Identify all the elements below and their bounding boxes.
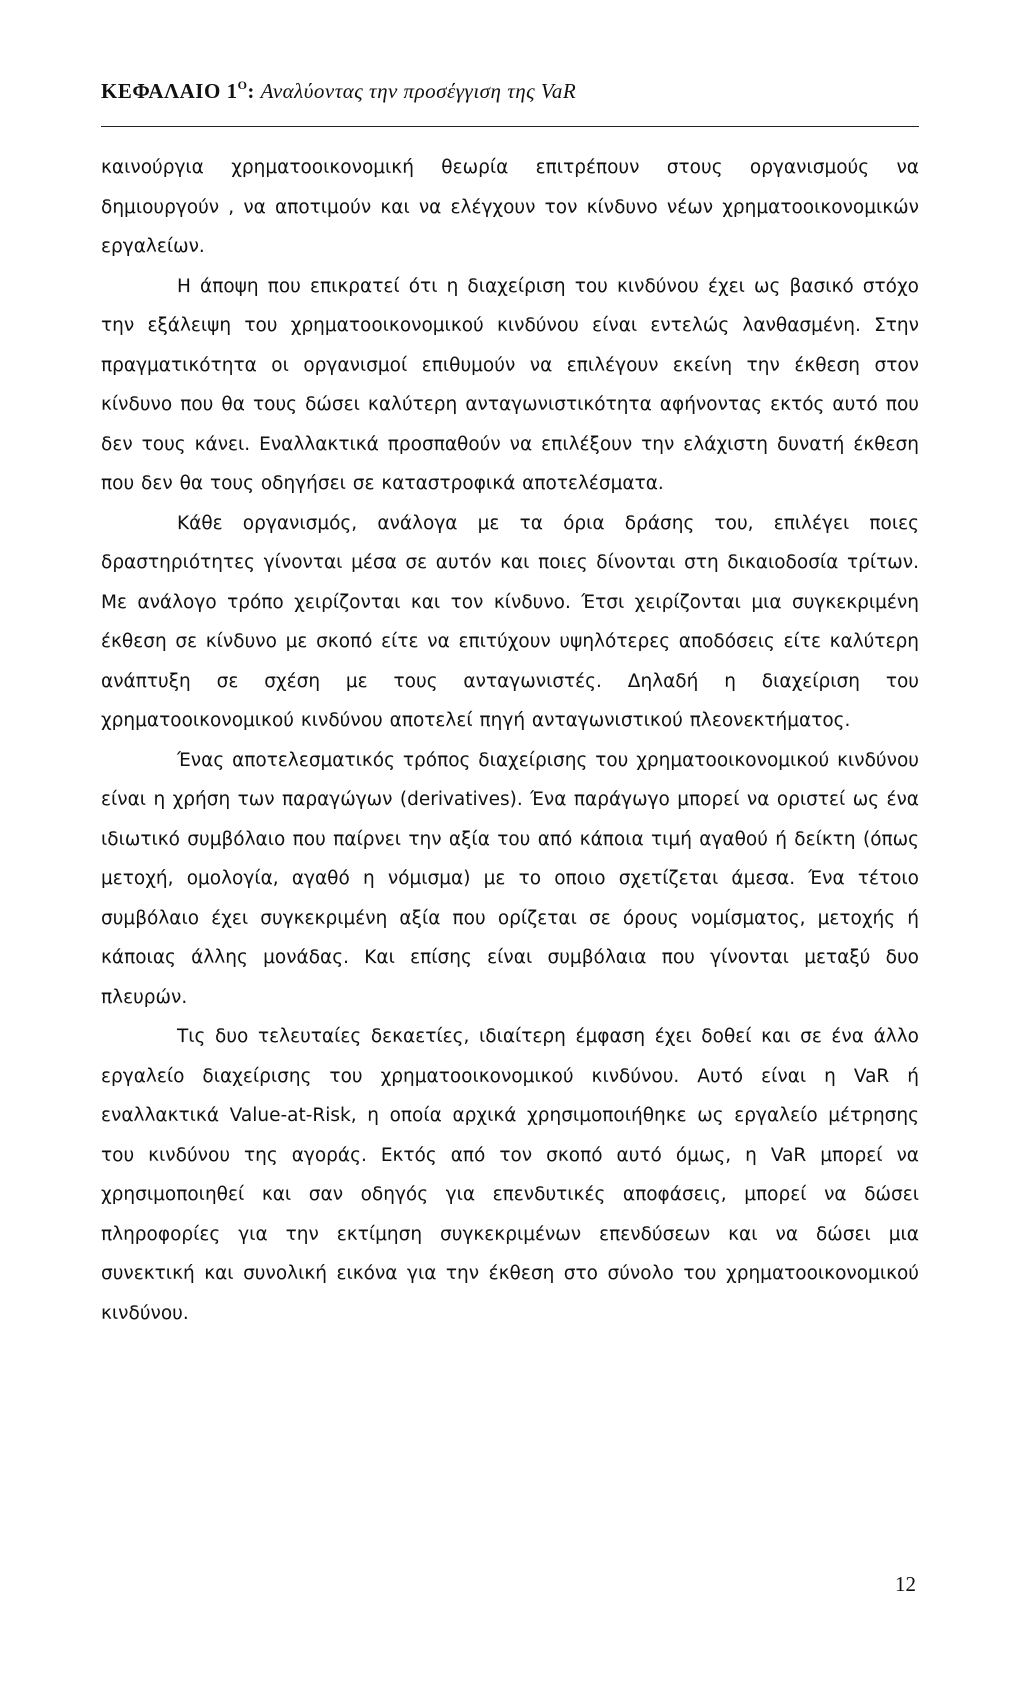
header-separator: : <box>247 79 261 103</box>
header-rule <box>101 126 919 127</box>
chapter-subtitle: Αναλύοντας την προσέγγιση της VaR <box>260 79 577 103</box>
running-header <box>101 78 576 104</box>
chapter-label: ΚΕΦΑΛΑΙΟ 1 <box>101 79 238 103</box>
body-text <box>101 148 919 1333</box>
chapter-superscript: Ο <box>237 78 248 92</box>
paragraph-4: Ένας αποτελεσματικός τρόπος διαχείρισης του χρηματοοικονομικού κινδύνου είναι η χρήση των παραγώγων (derivatives). Ένα παράγωγο μπορεί να οριστεί ως ένα ιδιωτικό συμβόλαιο που παίρνει την αξία του από κάποια τιμή αγαθού ή δείκτη (όπως μετοχή, ομολογία, αγαθό η νόμισμα) με το οποιο σχετίζεται άμεσα. Ένα τέτοιο συμβόλαιο έχει συγκεκριμένη αξία που ορίζεται σε όρους νομίσματος, μετοχής ή κάποιας άλλης μονάδας. Και επίσης είναι συμβόλαια που γίνονται μεταξύ δυο πλευρών. <box>101 749 919 1008</box>
paragraph-3: Κάθε οργανισμός, ανάλογα με τα όρια δράσης του, επιλέγει ποιες δραστηριότητες γίνονται μέσα σε αυτόν και ποιες δίνονται στη δικαιοδοσία τρίτων. Με ανάλογο τρόπο χειρίζονται και τον κίνδυνο. Έτσι χειρίζονται μια συγκεκριμένη έκθεση σε κίνδυνο με σκοπό είτε να επιτύχουν υψηλότερες αποδόσεις είτε καλύτερη ανάπτυξη σε σχέση με τους ανταγωνιστές. Δηλαδή η διαχείριση του χρηματοοικονομικού κινδύνου αποτελεί πηγή ανταγωνιστικού πλεονεκτήματος. <box>101 512 919 731</box>
paragraph-5: Τις δυο τελευταίες δεκαετίες, ιδιαίτερη έμφαση έχει δοθεί και σε ένα άλλο εργαλείο διαχείρισης του χρηματοοικονομικού κινδύνου. Αυτό είναι η VaR ή εναλλακτικά Value-at-Risk, η οποία αρχικά χρησιμοποιήθηκε ως εργαλείο μέτρησης του κινδύνου της αγοράς. Εκτός από τον σκοπό αυτό όμως, η VaR μπορεί να χρησιμοποιηθεί και σαν οδηγός για επενδυτικές αποφάσεις, μπορεί να δώσει πληροφορίες για την εκτίμηση συγκεκριμένων επενδύσεων και να δώσει μια συνεκτική και συνολική εικόνα για την έκθεση στο σύνολο του χρηματοοικονομικού κινδύνου. <box>101 1026 919 1324</box>
page-number: 12 <box>895 1572 916 1596</box>
paragraph-2: Η άποψη που επικρατεί ότι η διαχείριση του κινδύνου έχει ως βασικό στόχο την εξάλειψη του χρηματοοικονομικού κινδύνου είναι εντελώς λανθασμένη. Στην πραγματικότητα οι οργανισμοί επιθυμούν να επιλέγουν εκείνη την έκθεση στον κίνδυνο που θα τους δώσει καλύτερη ανταγωνιστικότητα αφήνοντας εκτός αυτό που δεν τους κάνει. Εναλλακτικά προσπαθούν να επιλέξουν την ελάχιστη δυνατή έκθεση που δεν θα τους οδηγήσει σε καταστροφικά αποτελέσματα. <box>101 275 919 494</box>
paragraph-1: καινούργια χρηματοοικονομική θεωρία επιτρέπουν στους οργανισμούς να δημιουργούν , να αποτιμούν και να ελέγχουν τον κίνδυνο νέων χρηματοοικονομικών εργαλείων. <box>101 157 919 257</box>
